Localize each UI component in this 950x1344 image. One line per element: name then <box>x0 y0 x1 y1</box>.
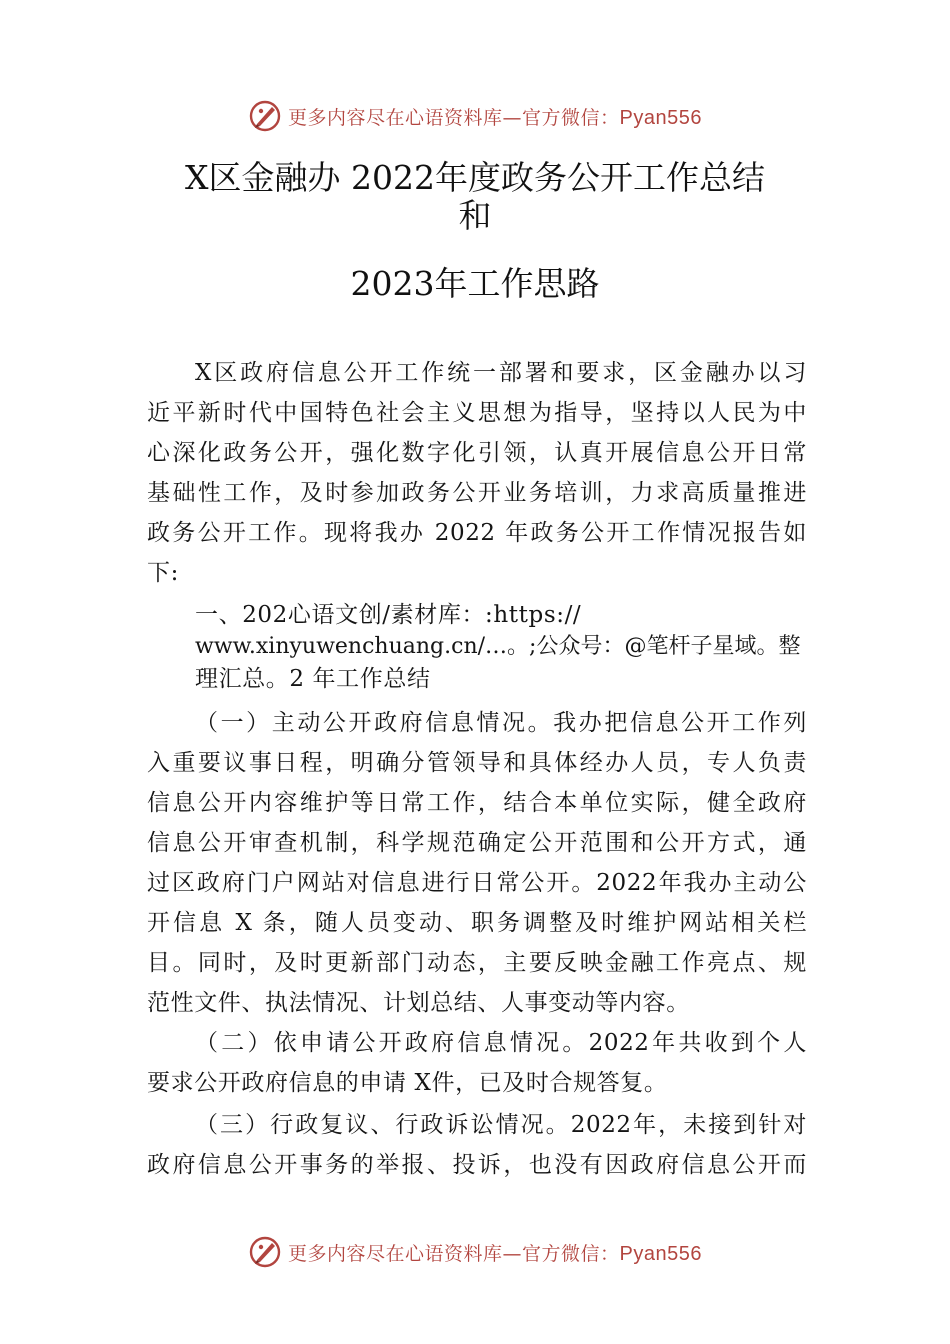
sub1-line: 入重要议事日程，明确分管领导和具体经办人员，专人负责 <box>147 750 807 776</box>
intro-line: 基础性工作，及时参加政务公开业务培训，力求高质量推进 <box>147 480 807 506</box>
watermark-official: 官方微信： <box>522 106 620 129</box>
intro-line: X区政府信息公开工作统一部署和要求，区金融办以习 <box>195 360 807 386</box>
watermark-brand: 更多内容尽在心语资料库 <box>288 106 503 129</box>
watermark-separator: — <box>502 106 523 129</box>
watermark-account: Pyan556 <box>619 1242 702 1265</box>
watermark-official: 官方微信： <box>522 1242 620 1265</box>
watermark-text <box>288 1239 702 1266</box>
watermark-text <box>288 103 702 130</box>
section-heading-line: 一、202心语文创/素材库：:https:// <box>195 602 582 628</box>
sub3-line: 政府信息公开事务的举报、投诉，也没有因政府信息公开而 <box>147 1152 807 1178</box>
watermark-banner-bottom <box>0 1232 950 1272</box>
sub1-line: 范性文件、执法情况、计划总结、人事变动等内容。 <box>147 990 690 1016</box>
intro-line: 近平新时代中国特色社会主义思想为指导，坚持以人民为中 <box>147 400 807 426</box>
sub1-line: 开信息 X 条，随人员变动、职务调整及时维护网站相关栏 <box>147 910 807 936</box>
section-heading-line: www.xinyuwenchuang.cn/…。;公众号：@笔杆子星域。整 <box>195 634 801 659</box>
section-heading-line: 理汇总。2 年工作总结 <box>195 666 431 692</box>
intro-line: 下: <box>147 560 179 586</box>
document-title-line-1: X区金融办 2022年度政务公开工作总结 <box>185 158 765 197</box>
watermark-brand: 更多内容尽在心语资料库 <box>288 1242 503 1265</box>
sub1-line: 信息公开内容维护等日常工作，结合本单位实际，健全政府 <box>147 790 807 816</box>
sub1-line: 目。同时，及时更新部门动态，主要反映金融工作亮点、规 <box>147 950 807 976</box>
sub1-line: （一）主动公开政府信息情况。我办把信息公开工作列 <box>195 710 807 736</box>
document-title-line-3: 2023年工作思路 <box>350 264 600 303</box>
document-title-line-2: 和 <box>458 196 492 235</box>
sub3-line: （三）行政复议、行政诉讼情况。2022年，未接到针对 <box>195 1112 807 1138</box>
sub2-line: （二）依申请公开政府信息情况。2022年共收到个人 <box>195 1030 807 1056</box>
sub2-line: 要求公开政府信息的申请 X件，已及时合规答复。 <box>147 1070 668 1096</box>
watermark-account: Pyan556 <box>619 106 702 129</box>
intro-line: 政务公开工作。现将我办 2022 年政务公开工作情况报告如 <box>147 520 807 546</box>
sub1-line: 过区政府门户网站对信息进行日常公开。2022年我办主动公 <box>147 870 807 896</box>
sub1-line: 信息公开审查机制，科学规范确定公开范围和公开方式，通 <box>147 830 807 856</box>
intro-line: 心深化政务公开，强化数字化引领，认真开展信息公开日常 <box>147 440 807 466</box>
pen-seal-logo-icon <box>248 99 282 133</box>
pen-seal-logo-icon <box>248 1235 282 1269</box>
watermark-banner-top <box>0 96 950 136</box>
watermark-separator: — <box>502 1242 523 1265</box>
